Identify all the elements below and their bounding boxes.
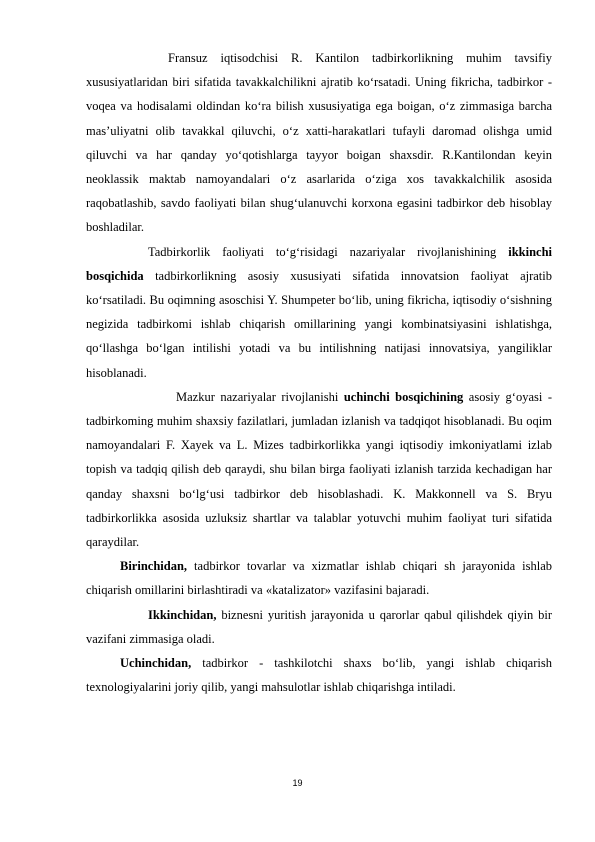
paragraph-third-point: Uchinchidan, tadbirkor - tashkilotchi shaxs bo‘lib, yangi ishlab chiqarish texnologiyalarini joriy qilib, yangi mahsulotlar ishlab chiqarishga intiladi. [86,656,552,695]
paragraph-second-point: Ikkinchidan, biznesni yuritish jarayonida u qarorlar qabul qilishdek qiyin bir vazifani zimmasiga oladi. [86,607,552,646]
paragraph-second-stage: Tadbirkorlik faoliyati to‘g‘risidagi nazariyalar rivojlanishining ikkinchi bosqichida tadbirkorlikning asosiy xususiyati sifatida innovatsion faoliyat ajratib ko‘rsatiladi. Bu oqimning asoschisi Y. Shumpeter bo‘lib, uning fikricha, iqtisodiy o‘sishning negizida tadbirkomi ishlab chiqarish omillarining yangi kombinatsiyasini ishlatishga, qo‘llashga bo‘lgan intilishi yotadi va bu intilishning natijasi innovatsiya, yangiliklar hisoblanadi. [86,244,552,380]
paragraph-first-point: Birinchidan, tadbirkor tovarlar va xizmatlar ishlab chiqari sh jarayonida ishlab chiqarish omillarini birlashtiradi va «katalizator» vazifasini bajaradi. [86,559,552,598]
paragraph-third-stage: Mazkur nazariyalar rivojlanishi uchinchi bosqichining asosiy g‘oyasi - tadbirkoming muhim shaxsiy fazilatlari, jumladan izlanish va tadqiqot hisoblanadi. Bu oqim namoyandalari F. Xayek va L. Mizes tadbirkorlikka yangi iqtisodiy imkoniyatlami izlab topish va tadqiq qilish deb qaraydi, shu bilan birga faoliyati izlanish tarzida kechadigan har qanday shaxsni bo‘lg‘usi tadbirkor deb hisoblashadi. K. Makkonnell va S. Bryu tadbirkorlikka asosida uzluksiz shartlar va talablar yotuvchi muhim faoliyat turi sifatida qaraydilar. [86,389,552,550]
paragraph-kantilon: Fransuz iqtisodchisi R. Kantilon tadbirkorlikning muhim tavsifiy xususiyatlaridan biri sifatida tavakkalchilikni ajratib ko‘rsatadi. Uning fikricha, tadbirkor - voqea va hodisalami oldindan ko‘ra bilish xususiyatiga ega boigan, o‘z zimmasiga barcha mas’uliyatni olib tavakkal qiluvchi, o‘z xatti-harakatlari tufayli daromad olishga umid qiluvchi va har qanday yo‘qotishlarga tayyor boigan shaxsdir. R.Kantilondan keyin neoklassik maktab namoyandalari o‘z asarlarida o‘ziga xos tavakkalchilik asosida raqobatlashib, savdo faoliyati bilan shug‘ulanuvchi korxona egasini tadbirkor deb hisoblay boshladilar. [86,51,552,235]
body-text [86,46,552,699]
page-number: 19 [292,778,303,788]
